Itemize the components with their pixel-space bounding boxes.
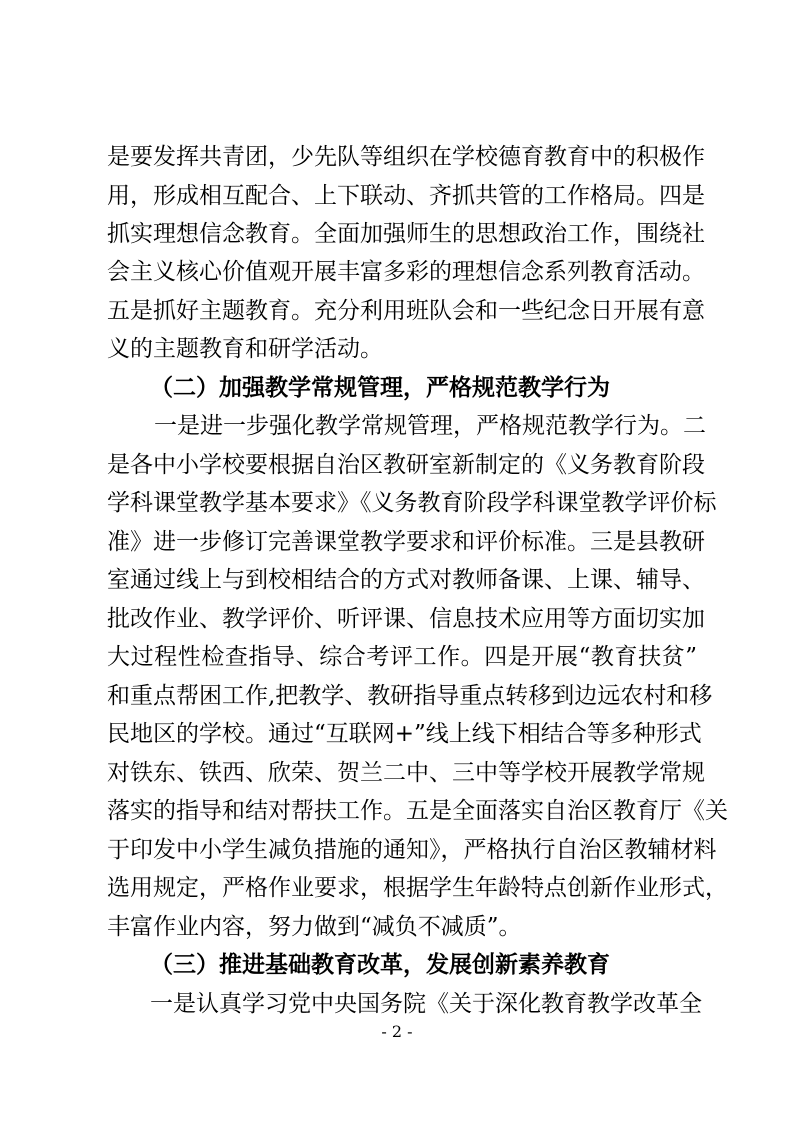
body-line: 落实的指导和结对帮扶工作。五是全面落实自治区教育厅《关: [107, 798, 728, 824]
body-line: 学科课堂教学基本要求》《义务教育阶段学科课堂教学评价标: [107, 490, 717, 516]
body-line: 大过程性检查指导、综合考评工作。四是开展“教育扶贫”: [107, 644, 697, 670]
body-line: 一是认真学习党中央国务院《关于深化教育教学改革全: [150, 991, 702, 1017]
body-line: 会主义核心价值观开展丰富多彩的理想信念系列教育活动。: [107, 259, 705, 285]
body-line: 抓实理想信念教育。全面加强师生的思想政治工作，围绕社: [107, 221, 705, 247]
page-number: - 2 -: [381, 1022, 413, 1041]
body-line: 准》进一步修订完善课堂教学要求和评价标准。三是县教研: [107, 529, 705, 555]
body-line: 是要发挥共青团，少先队等组织在学校德育教育中的积极作: [107, 144, 705, 170]
body-line: 对铁东、铁西、欣荣、贺兰二中、三中等学校开展教学常规: [107, 760, 705, 786]
body-line: 于印发中小学生减负措施的通知》，严格执行自治区教辅材料: [107, 837, 717, 863]
body-line: 室通过线上与到校相结合的方式对教师备课、上课、辅导、: [107, 567, 705, 593]
body-line: 一是进一步强化教学常规管理，严格规范教学行为。二: [154, 413, 706, 439]
body-line: 选用规定，严格作业要求，根据学生年龄特点创新作业形式，: [107, 875, 728, 901]
body-line: 是各中小学校要根据自治区教研室新制定的《义务教育阶段: [107, 452, 705, 478]
body-line: 和重点帮困工作,把教学、教研指导重点转移到边远农村和移: [107, 683, 713, 709]
section-heading-3: （三）推进基础教育改革，发展创新素养教育: [150, 951, 610, 978]
section-heading-2: （二）加强教学常规管理，严格规范教学行为: [150, 374, 610, 401]
body-line: 五是抓好主题教育。充分利用班队会和一些纪念日开展有意: [107, 298, 705, 324]
body-line: 义的主题教育和研学活动。: [107, 336, 383, 362]
body-line: 用，形成相互配合、上下联动、齐抓共管的工作格局。四是: [107, 183, 705, 209]
body-line: 批改作业、教学评价、听评课、信息技术应用等方面切实加: [107, 606, 705, 632]
body-line: 民地区的学校。通过“互联网+”线上线下相结合等多种形式: [107, 721, 702, 747]
body-line: 丰富作业内容，努力做到“减负不减质”。: [107, 914, 522, 940]
